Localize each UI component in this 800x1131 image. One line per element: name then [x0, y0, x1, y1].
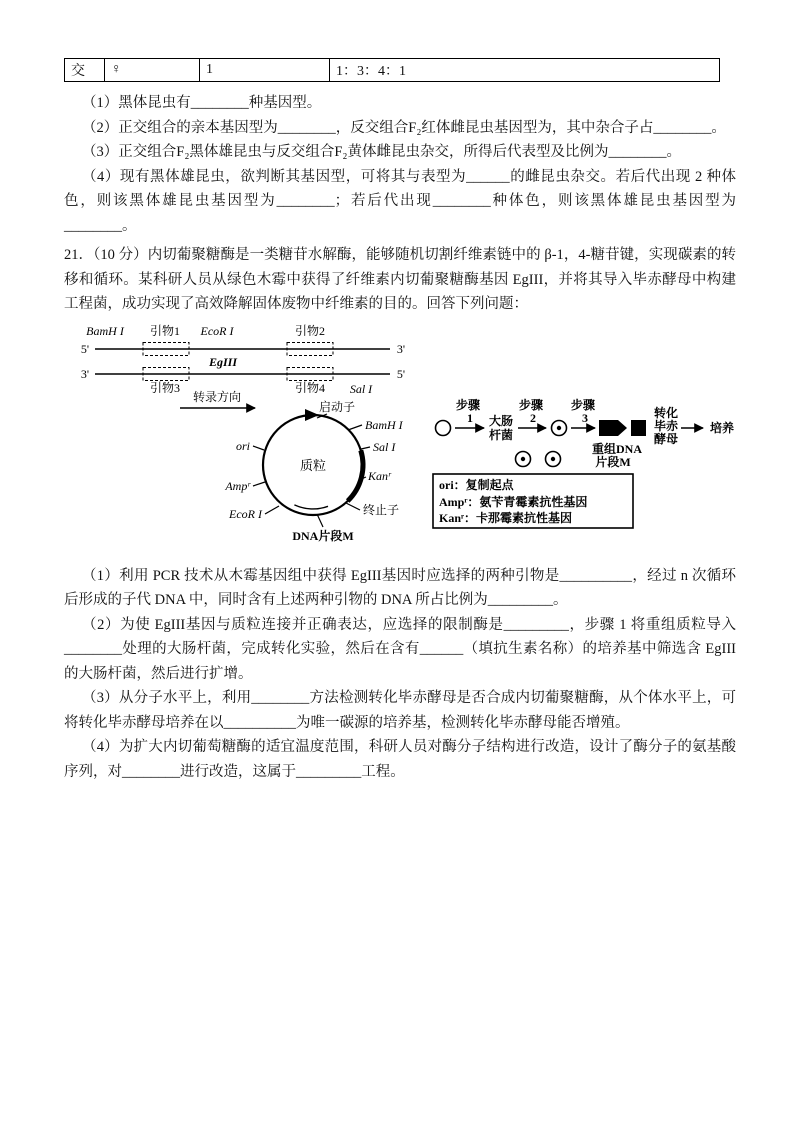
terminator-tick: [346, 503, 360, 510]
yeast-label-line3: 酵母: [653, 431, 679, 446]
yeast-label-line1: 转化: [653, 405, 679, 420]
q20-sub4: （4）现有黑体雄昆虫，欲判断其基因型，可将其与表型为______的雌昆虫杂交。若后代出现 2 种体色，则该黑体雄昆虫基因型为________；若后代出现________种体色，则该黑体雄昆虫基因型为________。: [64, 168, 736, 234]
dna-fragment-arrow-icon: [599, 420, 627, 436]
primer1-label: 引物1: [149, 323, 181, 338]
legend-ori: ori：复制起点: [439, 477, 514, 492]
gene-cloning-diagram: [65, 322, 737, 557]
recombinant-fragment-label-line2: 片段M: [595, 454, 631, 469]
step3-label: 步骤: [570, 397, 596, 412]
q20-sub2: （2）正交组合的亲本基因型为________，反交组合F₂红体雌昆虫基因型为，其中杂合子占________。: [82, 119, 726, 136]
transformation-flow-section: [436, 397, 735, 469]
step2-number: 2: [530, 410, 536, 425]
sal1-tick: [361, 447, 370, 449]
legend-amp: Ampʳ：氨苄青霉素抗性基因: [439, 494, 588, 509]
colony-dot-1: [521, 456, 525, 460]
plasmid-label: 质粒: [299, 457, 327, 473]
five-prime-bottom-label: 5': [396, 366, 406, 381]
q20-sub1: （1）黑体昆虫有________种基因型。: [82, 95, 322, 111]
culture-label: 培养: [709, 420, 735, 435]
step1-number: 1: [467, 410, 473, 425]
step2-label: 步骤: [518, 397, 544, 412]
five-prime-top-label: 5': [80, 341, 90, 356]
empty-plasmid-icon: [436, 420, 451, 435]
ori-tick: [253, 446, 264, 450]
ecor1-site-label: EcoR I: [200, 323, 234, 338]
legend-kan: Kanʳ：卡那霉素抗性基因: [439, 510, 573, 525]
step3-number: 3: [582, 410, 588, 425]
table-cell-cross: 交: [65, 59, 105, 82]
terminator-label: 终止子: [363, 502, 400, 517]
plasmid-map-section: [224, 399, 403, 543]
ori-label: ori: [235, 438, 250, 453]
recombinant-plasmid-dot: [557, 425, 561, 429]
q21-intro: 21．（10 分）内切葡聚糖酶是一类糖苷水解酶，能够随机切割纤维素链中的 β-1，4-糖苷键，实现碳素的转移和循环。某科研人员从绿色木霉中获得了纤维素内切葡聚糖酶基因 EgIII，并将其导入毕赤酵母中构建工程菌，成功实现了高效降解固体废物中纤维素的目的。回答下列问题：: [64, 247, 736, 312]
bamh1-tick: [348, 425, 362, 430]
colony-dot-2: [551, 456, 555, 460]
ecor1-tick: [265, 506, 279, 514]
primer4-label: 引物4: [294, 380, 326, 395]
dna-template-section: [81, 323, 405, 408]
dna-fragment-m-label: DNA片段M: [292, 528, 354, 543]
bamh1-site-label: BamH I: [86, 323, 124, 338]
primer2-label: 引物2: [294, 323, 326, 338]
dna-fragment-block-icon: [631, 420, 646, 436]
sal1-site-label: Sal I: [349, 381, 373, 396]
promoter-arrowhead: [305, 409, 319, 421]
transcription-direction-label: 转录方向: [192, 389, 242, 404]
table-row: [65, 59, 720, 82]
table-cell-ratio: 1：3：4：1: [330, 59, 720, 82]
q20-sub3: （3）正交组合F₂黑体雄昆虫与反交组合F₂黄体雌昆虫杂交，所得后代表型及比例为________。: [82, 144, 681, 160]
plasmid-bamh1-label: BamH I: [365, 417, 403, 432]
table-cell-female-symbol: ♀: [105, 59, 200, 82]
amp-gene-label: Ampʳ: [225, 478, 250, 493]
ecoli-label-line2: 杆菌: [488, 427, 514, 442]
q21-sub4: （4）为扩大内切葡萄糖酶的适宜温度范围，科研人员对酶分子结构进行改造，设计了酶分子的氨基酸序列，对________进行改造，这属于_________工程。: [64, 739, 736, 780]
cross-results-table: [64, 58, 720, 82]
three-prime-top-label: 3': [396, 341, 406, 356]
yeast-label-line2: 毕赤: [653, 418, 679, 433]
kan-gene-arc: [348, 450, 363, 501]
table-cell-phenotype: 1: [200, 59, 330, 82]
three-prime-bottom-label: 3': [80, 366, 90, 381]
egiii-gene-label: EgIII: [208, 354, 238, 369]
q21-sub1: （1）利用 PCR 技术从木霉基因组中获得 EgIII基因时应选择的两种引物是__________，经过 n 次循环后形成的子代 DNA 中，同时含有上述两种引物的 DNA 所占比例为_________。: [64, 567, 736, 608]
q21-sub2: （2）为使 EgIII基因与质粒连接并正确表达，应选择的限制酶是_________，步骤 1 将重组质粒导入________处理的大肠杆菌，完成转化实验，然后在含有______（填抗生素名称）的培养基中筛选含 EgIII的大肠杆菌，然后进行扩增。: [64, 616, 736, 682]
primer3-label: 引物3: [149, 380, 181, 395]
step1-label: 步骤: [455, 397, 481, 412]
plasmid-ecor1-label: EcoR I: [229, 506, 262, 521]
ecoli-label-line1: 大肠: [488, 413, 514, 428]
q21-sub3: （3）从分子水平上，利用________方法检测转化毕赤酵母是否合成内切葡聚糖酶，从个体水平上，可将转化毕赤酵母培养在以__________为唯一碳源的培养基，检测转化毕赤酵母能否增殖。: [64, 690, 736, 731]
recombinant-fragment-label-line1: 重组DNA: [592, 441, 642, 456]
amp-tick: [253, 482, 265, 486]
fragment-m-tick: [317, 514, 323, 527]
legend-section: [433, 474, 633, 528]
promoter-label: 启动子: [318, 399, 356, 414]
plasmid-sal1-label: Sal I: [373, 439, 396, 454]
fragment-m-arc: [294, 504, 328, 508]
kan-gene-label: Kanʳ: [368, 468, 391, 483]
